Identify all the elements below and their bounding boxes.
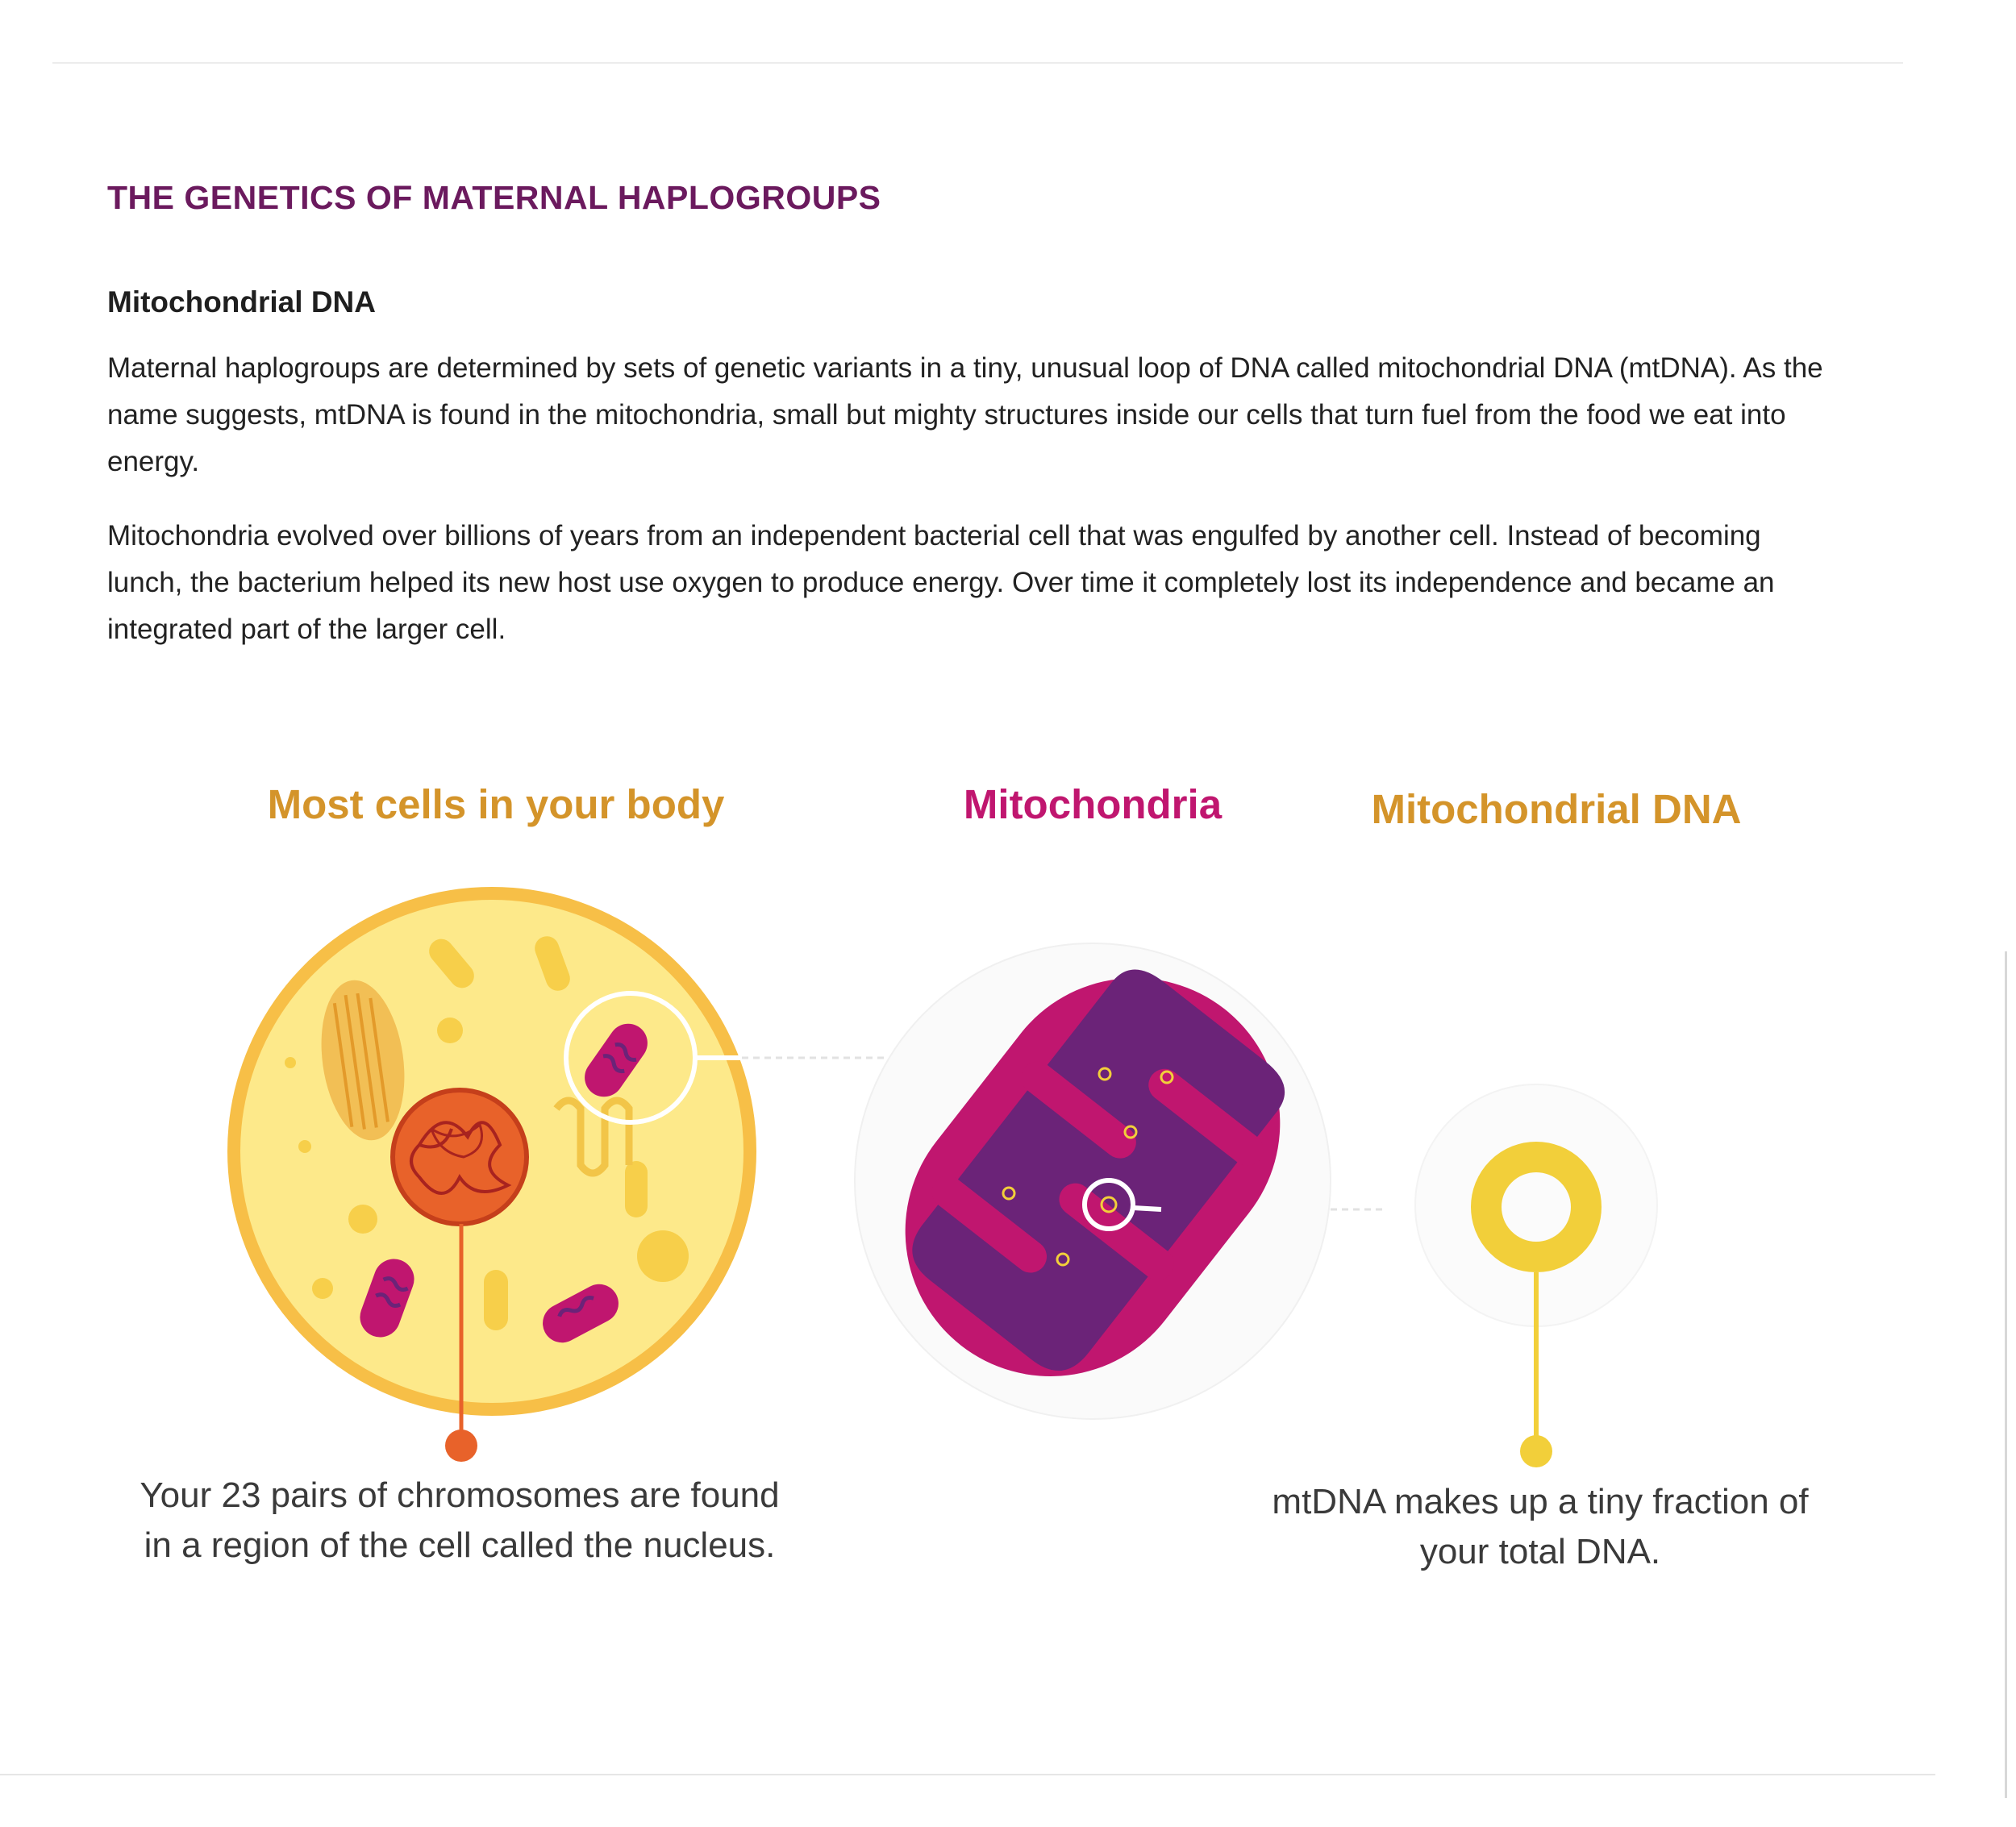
nucleus-icon xyxy=(393,1090,527,1224)
paragraph-haplogroups: Maternal haplogroups are determined by sets of genetic variants in a tiny, unusual loop of DNA called mitochondrial DNA (mtDNA). As the name suggests, mtDNA is found in the mitochondria, small but mighty structures inside our cells that turn fuel from the food we eat into energy. xyxy=(107,352,1823,477)
cell-illustration xyxy=(234,893,750,1462)
heading-mtdna: Mitochondrial DNA xyxy=(1371,786,1742,832)
heading-mitochondria: Mitochondria xyxy=(963,781,1223,827)
subheading-mitochondrial-dna: Mitochondrial DNA xyxy=(107,285,376,318)
mitochondrion-illustration xyxy=(847,919,1339,1434)
caption-nucleus: Your 23 pairs of chromosomes are found in a region of the cell called the nucleus. xyxy=(140,1475,780,1565)
heading-cells: Most cells in your body xyxy=(267,781,725,827)
nucleus-pointer-dot xyxy=(445,1430,477,1462)
section-title: THE GENETICS OF MATERNAL HAPLOGROUPS xyxy=(107,179,881,216)
paragraph-evolution: Mitochondria evolved over billions of years from an independent bacterial cell that was engulfed by another cell. Instead of becoming lunch, the bacterium helped its new host use oxygen to produce energy. Over time it completely lost its independence and became an integrated part of the larger cell. xyxy=(107,520,1775,645)
caption-mtdna: mtDNA makes up a tiny fraction of your total DNA. xyxy=(1272,1482,1809,1571)
bottom-divider xyxy=(0,1774,1935,1775)
page-edge xyxy=(2005,951,2014,1798)
